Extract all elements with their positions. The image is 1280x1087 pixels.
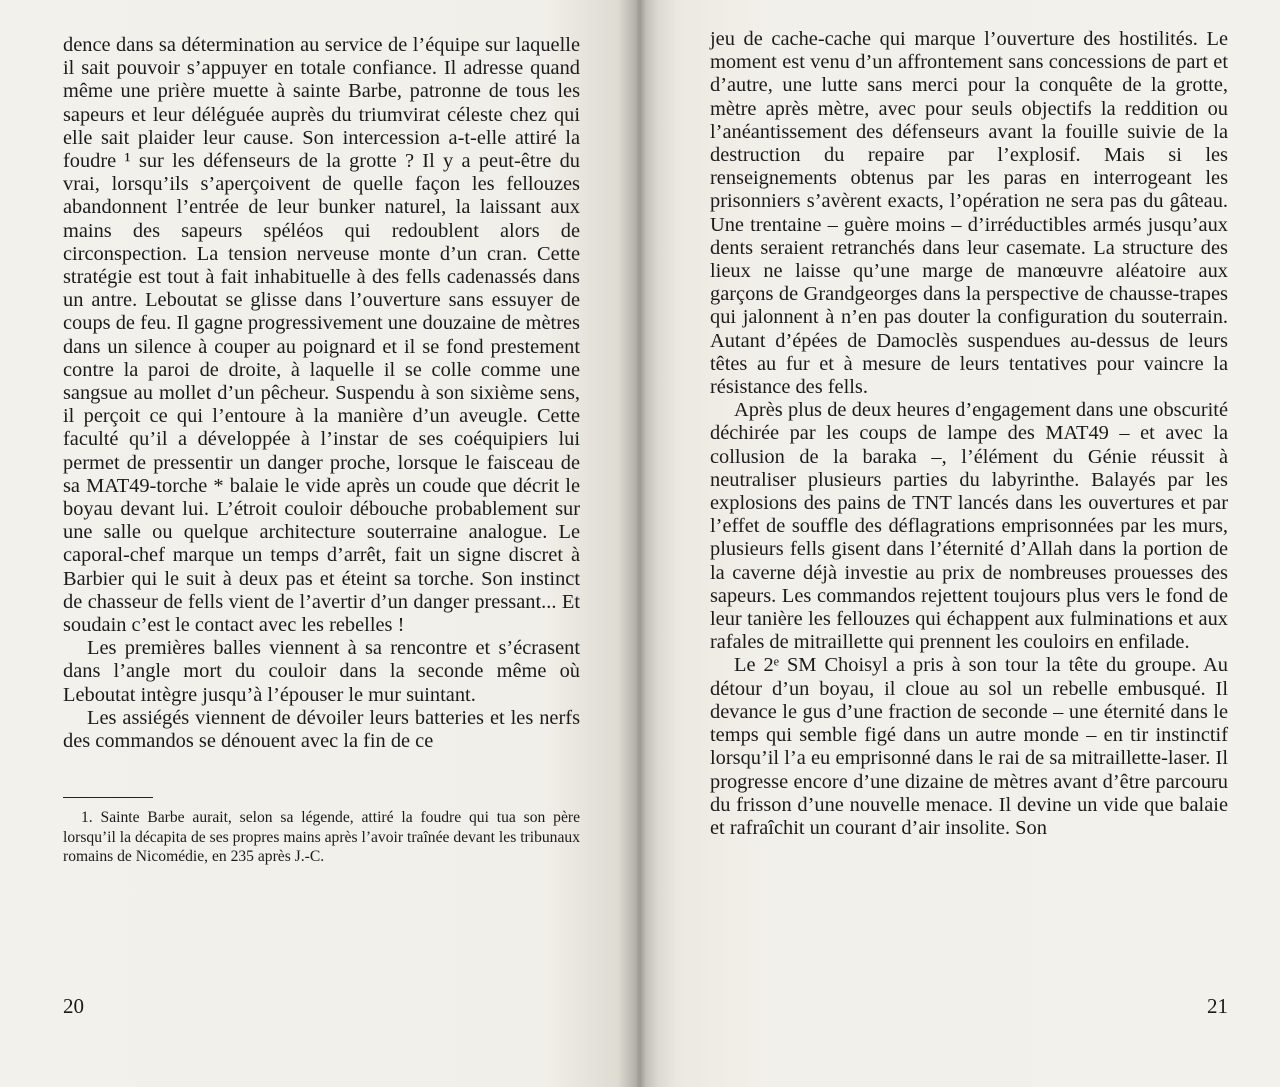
- left-paragraph-3: Les assiégés viennent de dévoiler leurs batteries et les nerfs des commandos se dénouent avec la fin de ce: [63, 706, 580, 753]
- left-paragraph-1: dence dans sa détermination au service de l’équipe sur laquelle il sait pouvoir s’appuyer en totale confiance. Il adresse quand même une prière muette à sainte Barbe, patronne de tous les sapeurs et leur déléguée auprès du triumvirat céleste chez qui elle sait plaider leur cause. Son intercession a-t-elle attiré la foudre ¹ sur les défenseurs de la grotte ? Il y a peut-être du vrai, lorsqu’ils s’aperçoivent de quelle façon les fellouzes abandonnent l’entrée de leur bunker naturel, la laissant aux mains des sapeurs spéléos qui redoublent alors de circonspection. La tension nerveuse monte d’un cran. Cette stratégie est tout à fait inhabituelle à des fells cadenassés dans un antre. Leboutat se glisse dans l’ouverture sans essuyer de coups de feu. Il gagne progressivement une douzaine de mètres dans un silence à couper au poignard et il se fond prestement contre la paroi de droite, à laquelle il se colle comme une sangsue au mollet d’un pêcheur. Suspendu à son sixième sens, il perçoit ce qui l’entoure à la manière d’un aveugle. Cette faculté qu’il a développée à l’instar de ses coéquipiers lui permet de pressentir un danger proche, lorsque le faisceau de sa MAT49-torche * balaie le vide après un coude que décrit le boyau devant lui. L’étroit couloir débouche probablement sur une salle ou quelque architecture souterraine analogue. Le caporal-chef marque un temps d’arrêt, fait un signe discret à Barbier qui le suit à deux pas et éteint sa torche. Son instinct de chasseur de fells vient de l’avertir d’un danger pressant... Et soudain c’est le contact avec les rebelles !: [63, 34, 580, 637]
- right-paragraph-3: Le 2ᵉ SM Choisyl a pris à son tour la tête du groupe. Au détour d’un boyau, il cloue au sol un rebelle embusqué. Il devance le gus d’une fraction de seconde – une éternité dans le temps qui semble figé dans un autre monde – en tir instinctif lorsqu’il l’a eu emprisonné dans le rai de sa mitraillette-laser. Il progresse encore d’une dizaine de mètres avant d’être parcouru du frisson d’une nouvelle menace. Il devine un vide que balaie et rafraîchit un courant d’air insolite. Son: [710, 654, 1228, 839]
- right-paragraph-2: Après plus de deux heures d’engagement dans une obscurité déchirée par les coups de lampe des MAT49 – et avec la collusion de la baraka –, l’élément du Génie réussit à neutraliser plusieurs parties du labyrinthe. Balayés par les explosions des pains de TNT lancés dans les ouvertures et par l’effet de souffle des déflagrations emprisonnées par les murs, plusieurs fells gisent dans l’éternité d’Allah dans la portion de la caverne déjà investie au prix de nombreuses prouesses des sapeurs. Les commandos rejettent toujours plus vers le fond de leur tanière les fellouzes qui échappent aux fulminations et aux rafales de mitraillette qui prennent les couloirs en enfilade.: [710, 399, 1228, 654]
- right-page: [640, 0, 1280, 1087]
- left-page-body: [63, 34, 580, 753]
- page-number-left: 20: [63, 994, 84, 1018]
- page-number-right: 21: [1207, 994, 1228, 1018]
- left-paragraph-2: Les premières balles viennent à sa rencontre et s’écrasent dans l’angle mort du couloir dans la seconde même où Leboutat intègre jusqu’à l’épouser le mur suintant.: [63, 637, 580, 706]
- right-paragraph-1: jeu de cache-cache qui marque l’ouverture des hostilités. Le moment est venu d’un affrontement sans concessions de part et d’autre, une lutte sans merci pour la conquête de la grotte, mètre après mètre, avec pour seuls objectifs la reddition ou l’anéantissement des défenseurs avant la fouille suivie de la destruction du repaire par l’explosif. Mais si les renseignements obtenus par les paras en interrogeant les prisonniers s’avèrent exacts, l’opération ne sera pas du gâteau. Une trentaine – guère moins – d’irréductibles armés jusqu’aux dents seraient retranchés dans leur casemate. La structure des lieux ne laisse qu’une marge de manœuvre aléatoire aux garçons de Grandgeorges dans la perspective de chausse-trapes qui jalonnent à n’en pas douter la configuration du souterrain. Autant d’épées de Damoclès suspendues au-dessus de leurs têtes au fur et à mesure de leurs tentatives pour vaincre la résistance des fells.: [710, 28, 1228, 399]
- footnote-rule: [63, 797, 153, 798]
- footnote: 1. Sainte Barbe aurait, selon sa légende, attiré la foudre qui tua son père lorsqu’il la décapita de ses propres mains après l’avoir traînée devant les tribunaux romains de Nicomédie, en 235 après J.-C.: [63, 809, 580, 866]
- right-page-body: [710, 28, 1228, 840]
- book-gutter-shadow: [618, 0, 658, 1087]
